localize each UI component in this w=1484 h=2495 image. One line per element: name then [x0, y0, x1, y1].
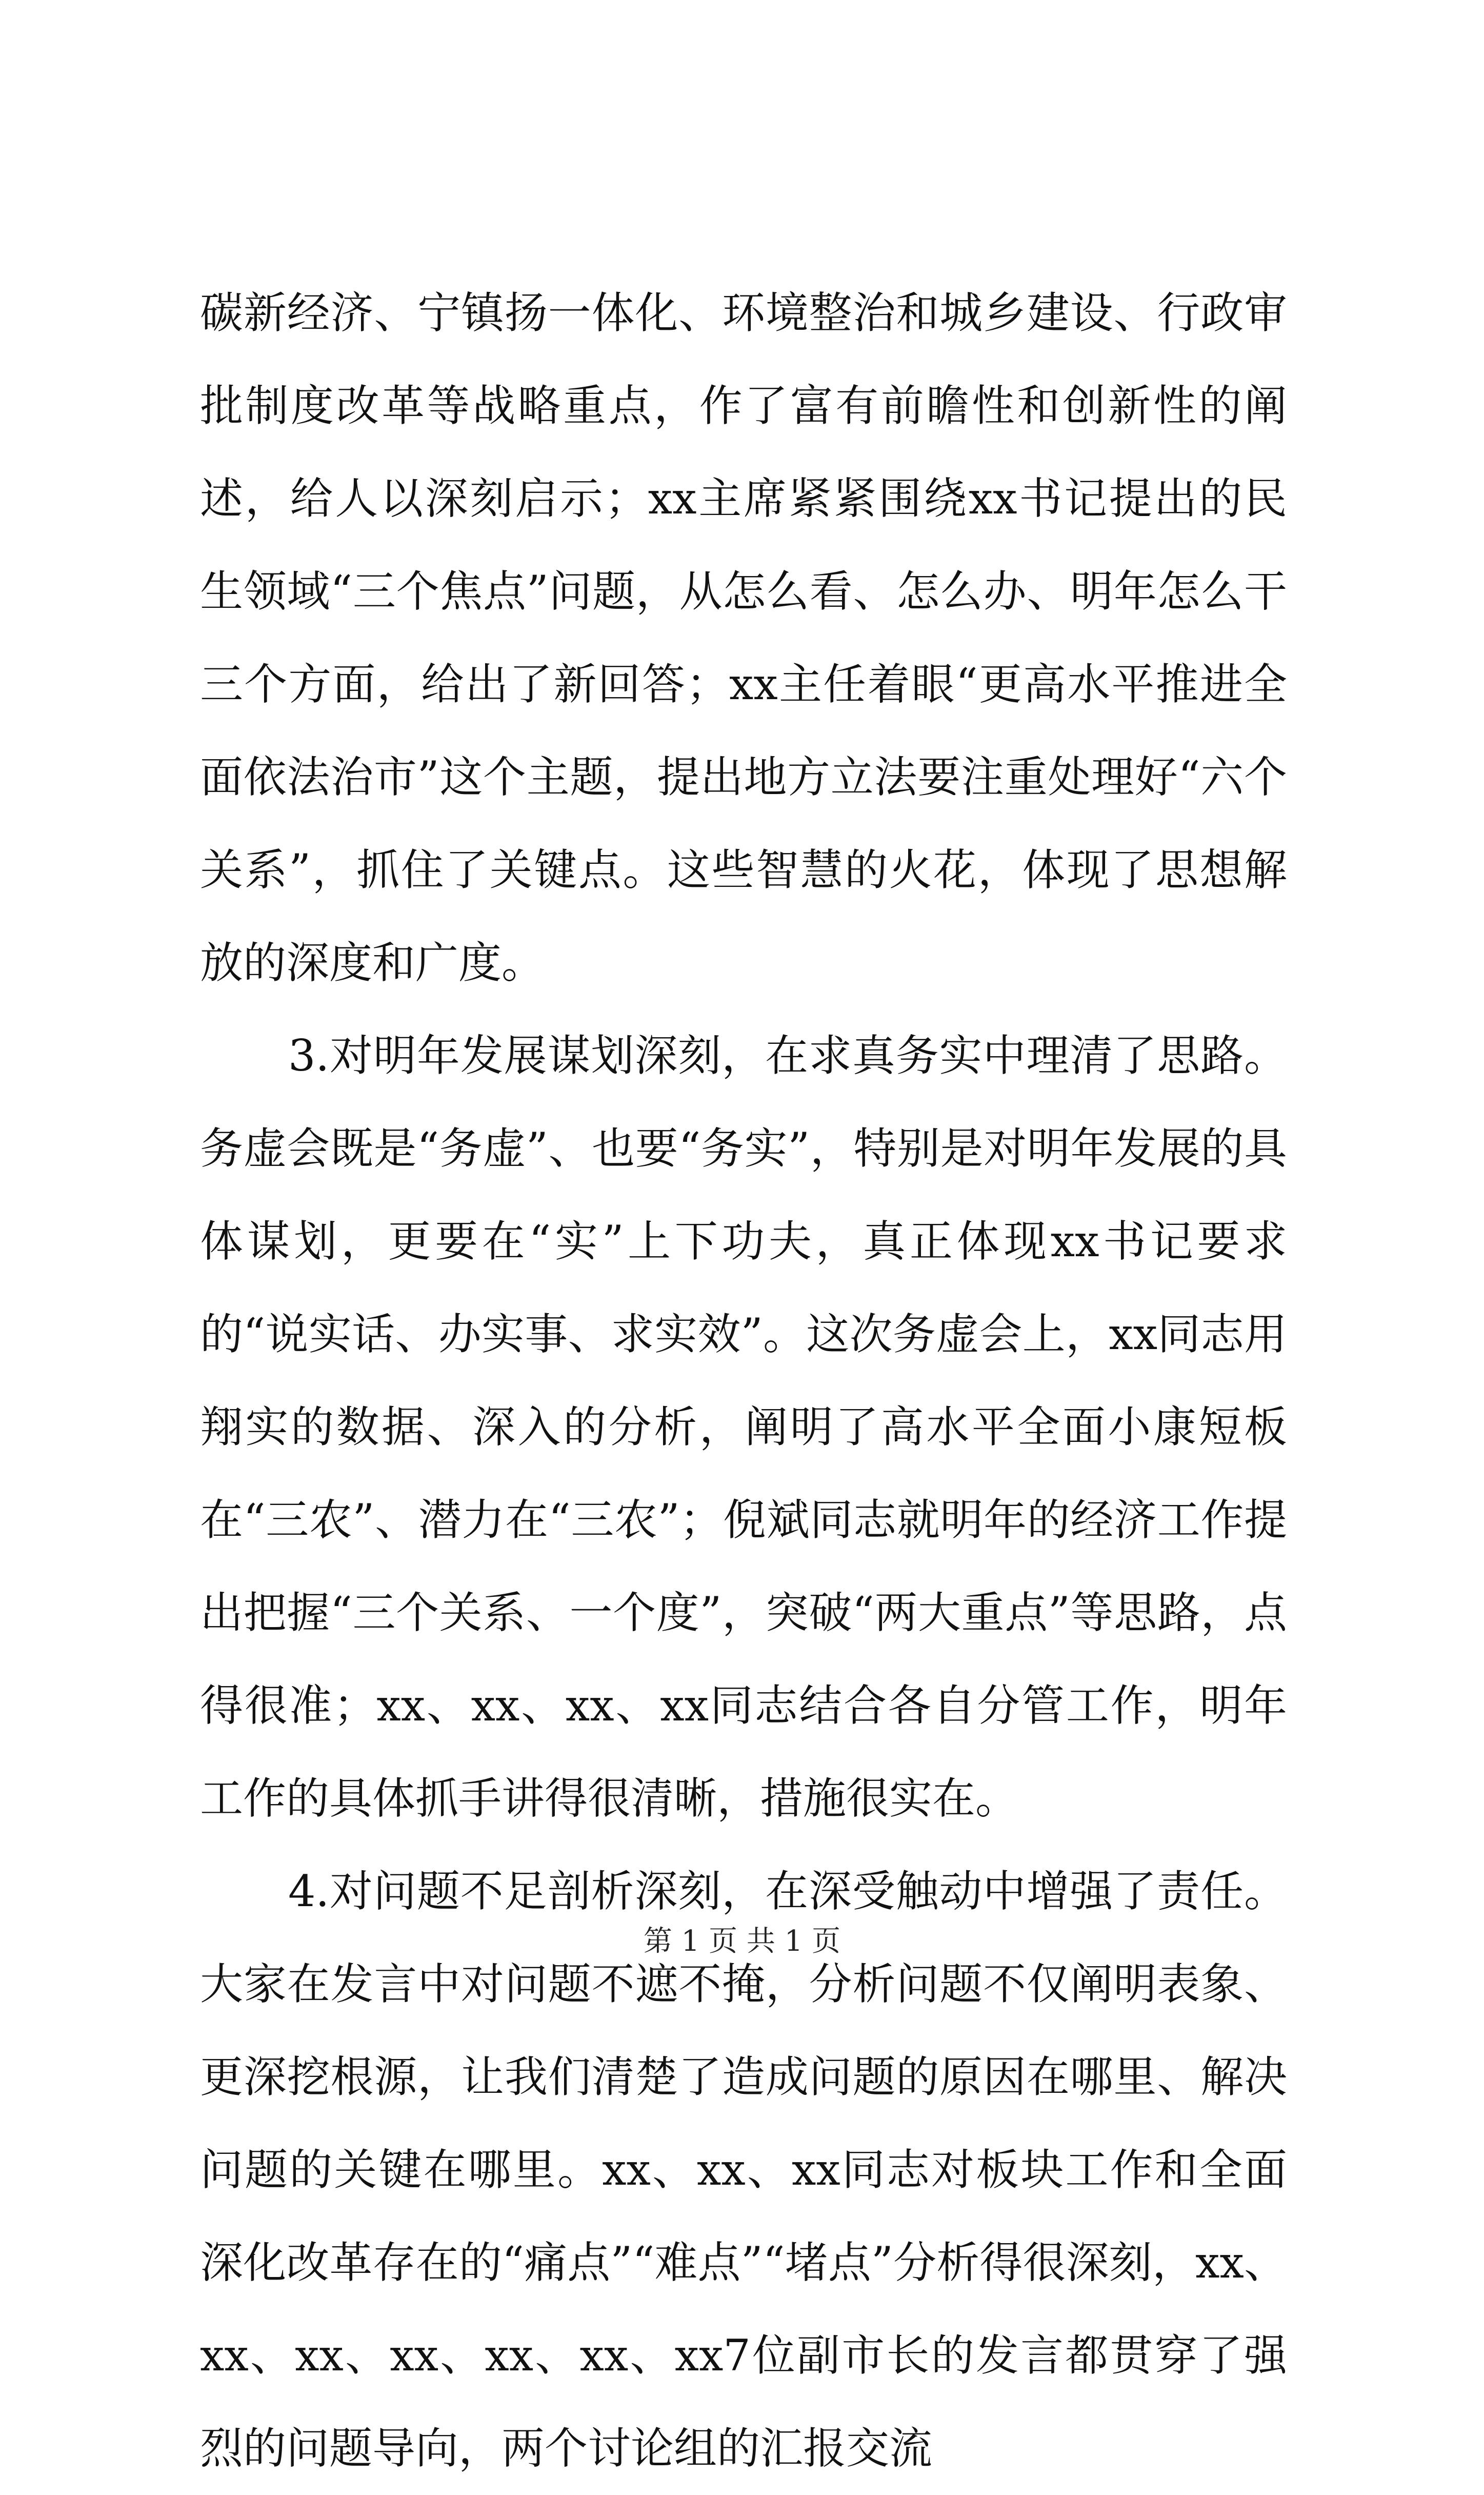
document-body: [200, 267, 1287, 2495]
paragraph-item-4: 4.对问题不足剖析深刻，在深受触动中增强了责任。大家在发言中对问题不遮不掩，分析问题不仅阐明表象、更深挖根源，让我们清楚了造成问题的原因在哪里、解决问题的关键在哪里。xx、xx、xx同志对板块工作和全面深化改革存在的“痛点”“难点”“堵点”分析得很深刻，xx、xx、xx、xx、xx、xx、xx7位副市长的发言都贯穿了强烈的问题导向，两个讨论组的汇报交流: [200, 1866, 1287, 2473]
paragraph-item-3: 3.对明年发展谋划深刻，在求真务实中理清了思路。务虚会既是“务虚”、也要“务实”，特别是对明年发展的具体谋划，更要在“实”上下功夫，真正体现xx书记要求的“说实话、办实事、求实效”。这次务虚会上，xx同志用翔实的数据、深入的分析，阐明了高水平全面小康短板在“三农”、潜力在“三农”；倪斌同志就明年的经济工作提出把握“三个关系、一个度”，突破“两大重点”等思路，点得很准；xx、xx、xx、xx同志结合各自分管工作，明年工作的具体抓手讲得很清晰，措施很实在。: [200, 1031, 1287, 1824]
paragraph-continued: 碳新经济、宁镇扬一体化、环境整治和城乡建设、行政审批制度改革等战略重点，作了富有前瞻性和创新性的阐述，给人以深刻启示；xx主席紧紧围绕xx书记提出的民生领域“三个焦点”问题，从怎么看、怎么办、明年怎么干三个方面，给出了新回答；xx主任着眼“更高水平推进全面依法治市”这个主题，提出地方立法要注重处理好“六个关系”，抓住了关键点。这些智慧的火花，体现了思想解放的深度和广度。: [200, 288, 1287, 988]
page-number-footer: 第 1 页 共 1 页: [643, 1925, 841, 1958]
